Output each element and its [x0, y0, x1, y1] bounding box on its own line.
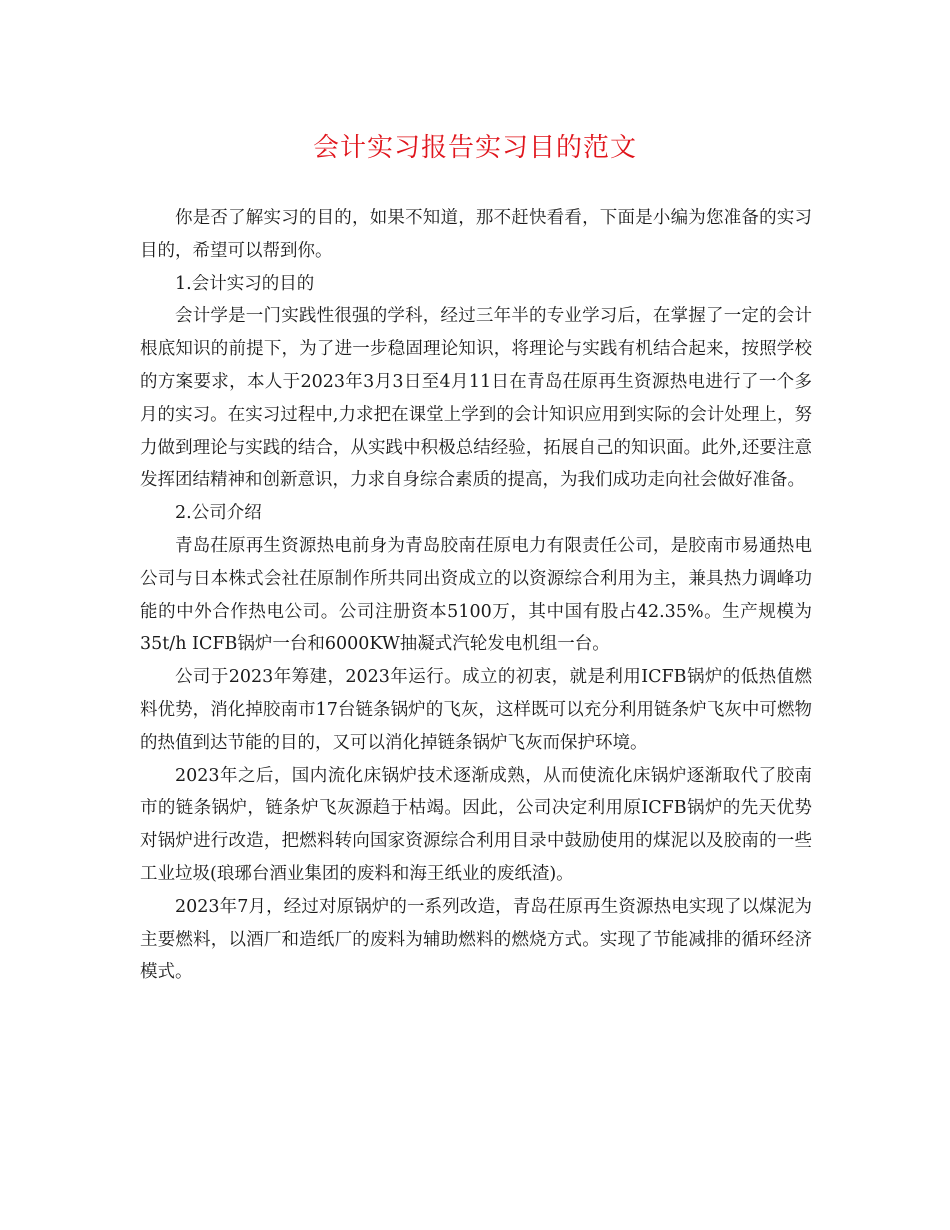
- company-paragraph-1: 青岛茌原再生资源热电前身为青岛胶南茌原电力有限责任公司，是胶南市易通热电公司与日本株式会社茌原制作所共同出资成立的以资源综合利用为主，兼具热力调峰功能的中外合作热电公司。公司注册资本5100万，其中国有股占42.35%。生产规模为35t/h ICFB锅炉一台和6000KW抽凝式汽轮发电机组一台。: [140, 535, 812, 655]
- company-paragraph-2: 公司于2023年筹建，2023年运行。成立的初衷，就是利用ICFB锅炉的低热值燃料优势，消化掉胶南市17台链条锅炉的飞灰，这样既可以充分利用链条炉飞灰中可燃物的热值到达节能的目的，又可以消化掉链条锅炉飞灰而保护环境。: [140, 667, 812, 753]
- intro-paragraph: 你是否了解实习的目的，如果不知道，那不赶快看看，下面是小编为您准备的实习目的，希望可以帮到你。: [140, 208, 812, 261]
- company-paragraph-3: 2023年之后，国内流化床锅炉技术逐渐成熟，从而使流化床锅炉逐渐取代了胶南市的链条锅炉，链条炉飞灰源趋于枯竭。因此，公司决定利用原ICFB锅炉的先天优势对锅炉进行改造，把燃料转向国家资源综合利用目录中鼓励使用的煤泥以及胶南的一些工业垃圾(琅琊台酒业集团的废料和海王纸业的废纸渣)。: [140, 765, 812, 884]
- section-heading-company: 2.公司介绍: [175, 503, 262, 524]
- purpose-paragraph: 会计学是一门实践性很强的学科，经过三年半的专业学习后，在掌握了一定的会计根底知识的前提下，为了进一步稳固理论知识，将理论与实践有机结合起来，按照学校的方案要求，本人于2023年3月3日至4月11日在青岛茌原再生资源热电进行了一个多月的实习。在实习过程中,力求把在课堂上学到的会计知识应用到实际的会计处理上，努力做到理论与实践的结合，从实践中积极总结经验，拓展自己的知识面。此外,还要注意发挥团结精神和创新意识，力求自身综合素质的提高，为我们成功走向社会做好准备。: [140, 306, 812, 491]
- section-heading-purpose: 1.会计实习的目的: [175, 273, 315, 294]
- document-title: 会计实习报告实习目的范文: [312, 133, 637, 163]
- document-body: [140, 202, 812, 989]
- company-paragraph-4: 2023年7月，经过对原锅炉的一系列改造，青岛茌原再生资源热电实现了以煤泥为主要燃料，以酒厂和造纸厂的废料为辅助燃料的燃烧方式。实现了节能减排的循环经济模式。: [140, 896, 812, 983]
